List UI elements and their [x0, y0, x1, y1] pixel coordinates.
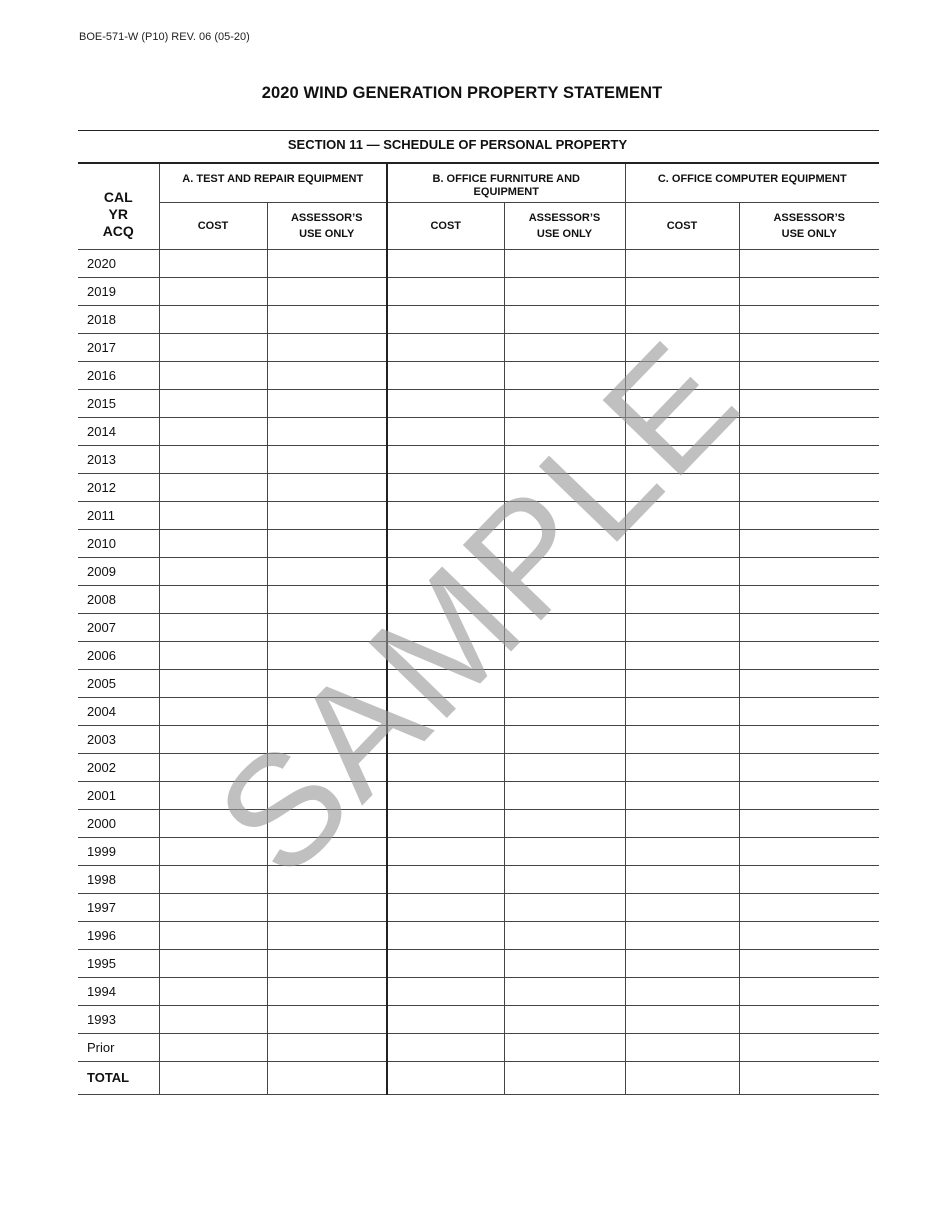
year-label: 2002 [78, 753, 159, 781]
assessor-use-cell [504, 977, 625, 1005]
assessor-use-cell [267, 725, 387, 753]
top-rule [78, 130, 879, 131]
cost-entry-cell[interactable] [387, 333, 504, 361]
cost-entry-cell[interactable] [387, 1033, 504, 1061]
cost-entry-cell[interactable] [159, 725, 267, 753]
assessor-use-cell [739, 1005, 879, 1033]
cost-entry-cell[interactable] [159, 753, 267, 781]
year-row [78, 1005, 879, 1033]
cost-entry-cell[interactable] [159, 669, 267, 697]
assessor-use-cell [504, 669, 625, 697]
assessor-use-cell [504, 893, 625, 921]
assessor-use-cell [739, 417, 879, 445]
cost-entry-cell[interactable] [625, 613, 739, 641]
assessor-use-cell [267, 837, 387, 865]
year-label: 2017 [78, 333, 159, 361]
cost-entry-cell[interactable] [387, 921, 504, 949]
cost-entry-cell[interactable] [159, 305, 267, 333]
year-row [78, 865, 879, 893]
year-label: 2020 [78, 249, 159, 277]
cost-entry-cell[interactable] [625, 697, 739, 725]
subheader-cost-a: COST [159, 202, 267, 249]
cost-entry-cell[interactable] [625, 473, 739, 501]
cost-entry-cell[interactable] [625, 893, 739, 921]
assessor-use-cell [504, 697, 625, 725]
cost-entry-cell[interactable] [387, 641, 504, 669]
assessor-use-cell [739, 921, 879, 949]
assessor-use-cell [267, 557, 387, 585]
cost-entry-cell[interactable] [159, 837, 267, 865]
year-label: 2012 [78, 473, 159, 501]
assessor-use-cell [267, 501, 387, 529]
year-label: 2005 [78, 669, 159, 697]
form-number: BOE-571-W (P10) REV. 06 (05-20) [79, 31, 250, 43]
assessor-use-cell [504, 753, 625, 781]
assessor-use-cell [739, 305, 879, 333]
assessor-use-cell [739, 725, 879, 753]
cost-entry-cell[interactable] [625, 781, 739, 809]
year-label: 2013 [78, 445, 159, 473]
assessor-use-cell [267, 753, 387, 781]
year-row [78, 949, 879, 977]
cost-entry-cell[interactable] [625, 305, 739, 333]
assessor-use-cell [739, 781, 879, 809]
assessor-use-cell [267, 1005, 387, 1033]
assessor-use-cell [504, 445, 625, 473]
assessor-use-cell [504, 865, 625, 893]
year-label: 2009 [78, 557, 159, 585]
cost-entry-cell[interactable] [387, 445, 504, 473]
total-row [78, 1061, 879, 1094]
assessor-use-cell [504, 333, 625, 361]
year-label: 1996 [78, 921, 159, 949]
cost-entry-cell[interactable] [625, 753, 739, 781]
cost-entry-cell[interactable] [625, 333, 739, 361]
cost-entry-cell[interactable] [159, 585, 267, 613]
assessor-use-cell [739, 809, 879, 837]
year-label: 2001 [78, 781, 159, 809]
cost-entry-cell[interactable] [387, 697, 504, 725]
year-label: Prior [78, 1033, 159, 1061]
assessor-use-cell [739, 249, 879, 277]
cost-entry-cell[interactable] [159, 949, 267, 977]
assessor-use-cell [739, 613, 879, 641]
year-row [78, 613, 879, 641]
subheader-cost-c: COST [625, 202, 739, 249]
subheader-cost-b: COST [387, 202, 504, 249]
section-title: SECTION 11 — SCHEDULE OF PERSONAL PROPERTY [287, 137, 628, 152]
cost-entry-cell[interactable] [625, 249, 739, 277]
assessor-use-cell [504, 781, 625, 809]
assessor-use-cell [267, 1033, 387, 1061]
assessor-use-cell [267, 445, 387, 473]
assessor-use-cell [739, 333, 879, 361]
assessor-use-cell [504, 361, 625, 389]
year-row [78, 921, 879, 949]
assessor-use-cell [504, 473, 625, 501]
year-label: 2018 [78, 305, 159, 333]
cost-entry-cell[interactable] [625, 417, 739, 445]
assessor-use-cell [739, 753, 879, 781]
cost-entry-cell[interactable] [387, 529, 504, 557]
assessor-use-cell [739, 445, 879, 473]
year-label: 1999 [78, 837, 159, 865]
assessor-use-cell [504, 949, 625, 977]
assessor-use-cell [504, 557, 625, 585]
cost-entry-cell[interactable] [159, 781, 267, 809]
assessor-use-cell [267, 305, 387, 333]
page-title: 2020 WIND GENERATION PROPERTY STATEMENT [261, 84, 663, 102]
cost-entry-cell[interactable] [159, 445, 267, 473]
cost-entry-cell[interactable] [387, 753, 504, 781]
cost-entry-cell[interactable] [159, 1033, 267, 1061]
assessor-use-cell [504, 725, 625, 753]
group-header-b-label: B. OFFICE FURNITURE AND EQUIPMENT [432, 173, 580, 198]
year-label: 1998 [78, 865, 159, 893]
cost-entry-cell[interactable] [387, 417, 504, 445]
cost-entry-cell[interactable] [159, 389, 267, 417]
year-label: 2011 [78, 501, 159, 529]
year-row [78, 361, 879, 389]
cost-entry-cell[interactable] [387, 865, 504, 893]
assessor-use-cell [504, 641, 625, 669]
year-label: 2004 [78, 697, 159, 725]
assessor-use-cell [267, 781, 387, 809]
assessor-use-cell [504, 417, 625, 445]
cost-entry-cell[interactable] [625, 669, 739, 697]
cost-entry-cell[interactable] [625, 921, 739, 949]
year-row [78, 501, 879, 529]
assessor-use-cell [739, 389, 879, 417]
cost-entry-cell[interactable] [387, 557, 504, 585]
cost-entry-cell[interactable] [387, 949, 504, 977]
cost-entry-cell[interactable] [625, 1033, 739, 1061]
cost-entry-cell[interactable] [159, 473, 267, 501]
group-header-b [387, 163, 625, 202]
cost-entry-cell[interactable] [387, 1061, 504, 1094]
year-label: 1995 [78, 949, 159, 977]
cost-entry-cell[interactable] [625, 865, 739, 893]
assessor-use-cell [504, 501, 625, 529]
year-row [78, 305, 879, 333]
cost-entry-cell[interactable] [159, 921, 267, 949]
cost-entry-cell[interactable] [387, 893, 504, 921]
cost-entry-cell[interactable] [625, 277, 739, 305]
assessor-use-cell [267, 641, 387, 669]
assessor-use-cell [504, 1005, 625, 1033]
year-row [78, 473, 879, 501]
assessor-use-cell [739, 277, 879, 305]
group-header-a: A. TEST AND REPAIR EQUIPMENT [159, 163, 387, 202]
assessor-use-cell [739, 501, 879, 529]
assessor-use-cell [739, 361, 879, 389]
assessor-use-cell [504, 1061, 625, 1094]
assessor-use-cell [267, 893, 387, 921]
group-header-c: C. OFFICE COMPUTER EQUIPMENT [625, 163, 879, 202]
assessor-use-cell [739, 557, 879, 585]
year-label: 2008 [78, 585, 159, 613]
personal-property-schedule [78, 162, 879, 1095]
cost-entry-cell[interactable] [159, 361, 267, 389]
year-label: 2016 [78, 361, 159, 389]
subheader-assessors-use-only-c: ASSESSOR’S USE ONLY [739, 202, 879, 249]
year-label: 2000 [78, 809, 159, 837]
year-row [78, 249, 879, 277]
year-label: 2019 [78, 277, 159, 305]
cost-entry-cell[interactable] [625, 445, 739, 473]
cost-entry-cell[interactable] [625, 725, 739, 753]
cost-entry-cell[interactable] [625, 529, 739, 557]
assessor-use-cell [267, 585, 387, 613]
assessor-use-cell [504, 1033, 625, 1061]
year-label: 1993 [78, 1005, 159, 1033]
cost-entry-cell[interactable] [159, 893, 267, 921]
cost-entry-cell[interactable] [625, 809, 739, 837]
assessor-use-cell [267, 613, 387, 641]
assessor-use-cell [267, 389, 387, 417]
cost-entry-cell[interactable] [387, 809, 504, 837]
assessor-use-cell [739, 837, 879, 865]
year-row [78, 669, 879, 697]
year-row [78, 557, 879, 585]
assessor-use-cell [267, 921, 387, 949]
assessor-use-cell [504, 249, 625, 277]
cost-entry-cell[interactable] [387, 361, 504, 389]
cost-entry-cell[interactable] [387, 613, 504, 641]
assessor-use-cell [267, 277, 387, 305]
assessor-use-cell [504, 585, 625, 613]
year-label: 2015 [78, 389, 159, 417]
cost-entry-cell[interactable] [159, 1061, 267, 1094]
year-label: 1994 [78, 977, 159, 1005]
year-row [78, 389, 879, 417]
assessor-use-cell [739, 697, 879, 725]
year-label: 2014 [78, 417, 159, 445]
cost-entry-cell[interactable] [387, 389, 504, 417]
cost-entry-cell[interactable] [387, 249, 504, 277]
cost-entry-cell[interactable] [159, 249, 267, 277]
cost-entry-cell[interactable] [625, 585, 739, 613]
total-label: TOTAL [78, 1061, 159, 1094]
subheader-assessors-use-only-a: ASSESSOR’S USE ONLY [267, 202, 387, 249]
subheader-assessors-use-only-b: ASSESSOR’S USE ONLY [504, 202, 625, 249]
assessor-use-cell [267, 473, 387, 501]
cost-entry-cell[interactable] [159, 277, 267, 305]
year-label: 2007 [78, 613, 159, 641]
year-row [78, 697, 879, 725]
year-row [78, 893, 879, 921]
assessor-use-cell [267, 977, 387, 1005]
assessor-use-cell [504, 809, 625, 837]
cost-entry-cell[interactable] [159, 417, 267, 445]
assessor-use-cell [267, 669, 387, 697]
assessor-use-cell [739, 893, 879, 921]
year-row [78, 417, 879, 445]
assessor-use-cell [267, 865, 387, 893]
cost-entry-cell[interactable] [159, 809, 267, 837]
year-label: 2010 [78, 529, 159, 557]
assessor-use-cell [267, 333, 387, 361]
cost-entry-cell[interactable] [387, 473, 504, 501]
cost-entry-cell[interactable] [625, 949, 739, 977]
cost-entry-cell[interactable] [625, 641, 739, 669]
cost-entry-cell[interactable] [387, 977, 504, 1005]
assessor-use-cell [267, 361, 387, 389]
cost-entry-cell[interactable] [159, 557, 267, 585]
cost-entry-cell[interactable] [387, 277, 504, 305]
assessor-use-cell [504, 389, 625, 417]
assessor-use-cell [504, 277, 625, 305]
year-row [78, 753, 879, 781]
cost-entry-cell[interactable] [625, 1005, 739, 1033]
assessor-use-cell [739, 1033, 879, 1061]
cost-entry-cell[interactable] [159, 613, 267, 641]
assessor-use-cell [739, 865, 879, 893]
assessor-use-cell [504, 837, 625, 865]
year-label: 2003 [78, 725, 159, 753]
sample-watermark: SAMPLE [183, 307, 773, 909]
year-row [78, 837, 879, 865]
assessor-use-cell [739, 641, 879, 669]
assessor-use-cell [267, 529, 387, 557]
cost-entry-cell[interactable] [387, 669, 504, 697]
assessor-use-cell [739, 1061, 879, 1094]
assessor-use-cell [267, 697, 387, 725]
cost-entry-cell[interactable] [387, 1005, 504, 1033]
assessor-use-cell [504, 613, 625, 641]
assessor-use-cell [504, 305, 625, 333]
assessor-use-cell [739, 529, 879, 557]
year-row [78, 1033, 879, 1061]
cost-entry-cell[interactable] [625, 977, 739, 1005]
cost-entry-cell[interactable] [387, 837, 504, 865]
assessor-use-cell [739, 949, 879, 977]
year-row [78, 529, 879, 557]
cost-entry-cell[interactable] [625, 1061, 739, 1094]
assessor-use-cell [739, 977, 879, 1005]
cost-entry-cell[interactable] [387, 501, 504, 529]
year-row [78, 277, 879, 305]
assessor-use-cell [739, 669, 879, 697]
assessor-use-cell [739, 473, 879, 501]
cost-entry-cell[interactable] [159, 333, 267, 361]
cost-entry-cell[interactable] [387, 305, 504, 333]
assessor-use-cell [267, 809, 387, 837]
year-label: 1997 [78, 893, 159, 921]
assessor-use-cell [739, 585, 879, 613]
cost-entry-cell[interactable] [625, 361, 739, 389]
year-label: 2006 [78, 641, 159, 669]
cost-entry-cell[interactable] [387, 725, 504, 753]
cost-entry-cell[interactable] [159, 697, 267, 725]
cost-entry-cell[interactable] [159, 529, 267, 557]
cost-entry-cell[interactable] [625, 557, 739, 585]
year-row [78, 445, 879, 473]
assessor-use-cell [504, 921, 625, 949]
year-row [78, 585, 879, 613]
year-row [78, 809, 879, 837]
assessor-use-cell [267, 417, 387, 445]
assessor-use-cell [267, 949, 387, 977]
cost-entry-cell[interactable] [625, 389, 739, 417]
cal-year-acquired-header: CAL YR ACQ [78, 163, 159, 249]
year-row [78, 977, 879, 1005]
year-row [78, 641, 879, 669]
cost-entry-cell[interactable] [387, 781, 504, 809]
assessor-use-cell [267, 249, 387, 277]
cost-entry-cell[interactable] [159, 1005, 267, 1033]
cost-entry-cell[interactable] [159, 501, 267, 529]
cost-entry-cell[interactable] [159, 865, 267, 893]
assessor-use-cell [504, 529, 625, 557]
cost-entry-cell[interactable] [625, 501, 739, 529]
year-row [78, 781, 879, 809]
cost-entry-cell[interactable] [159, 641, 267, 669]
cost-entry-cell[interactable] [625, 837, 739, 865]
cost-entry-cell[interactable] [387, 585, 504, 613]
cost-entry-cell[interactable] [159, 977, 267, 1005]
year-row [78, 333, 879, 361]
year-row [78, 725, 879, 753]
assessor-use-cell [267, 1061, 387, 1094]
